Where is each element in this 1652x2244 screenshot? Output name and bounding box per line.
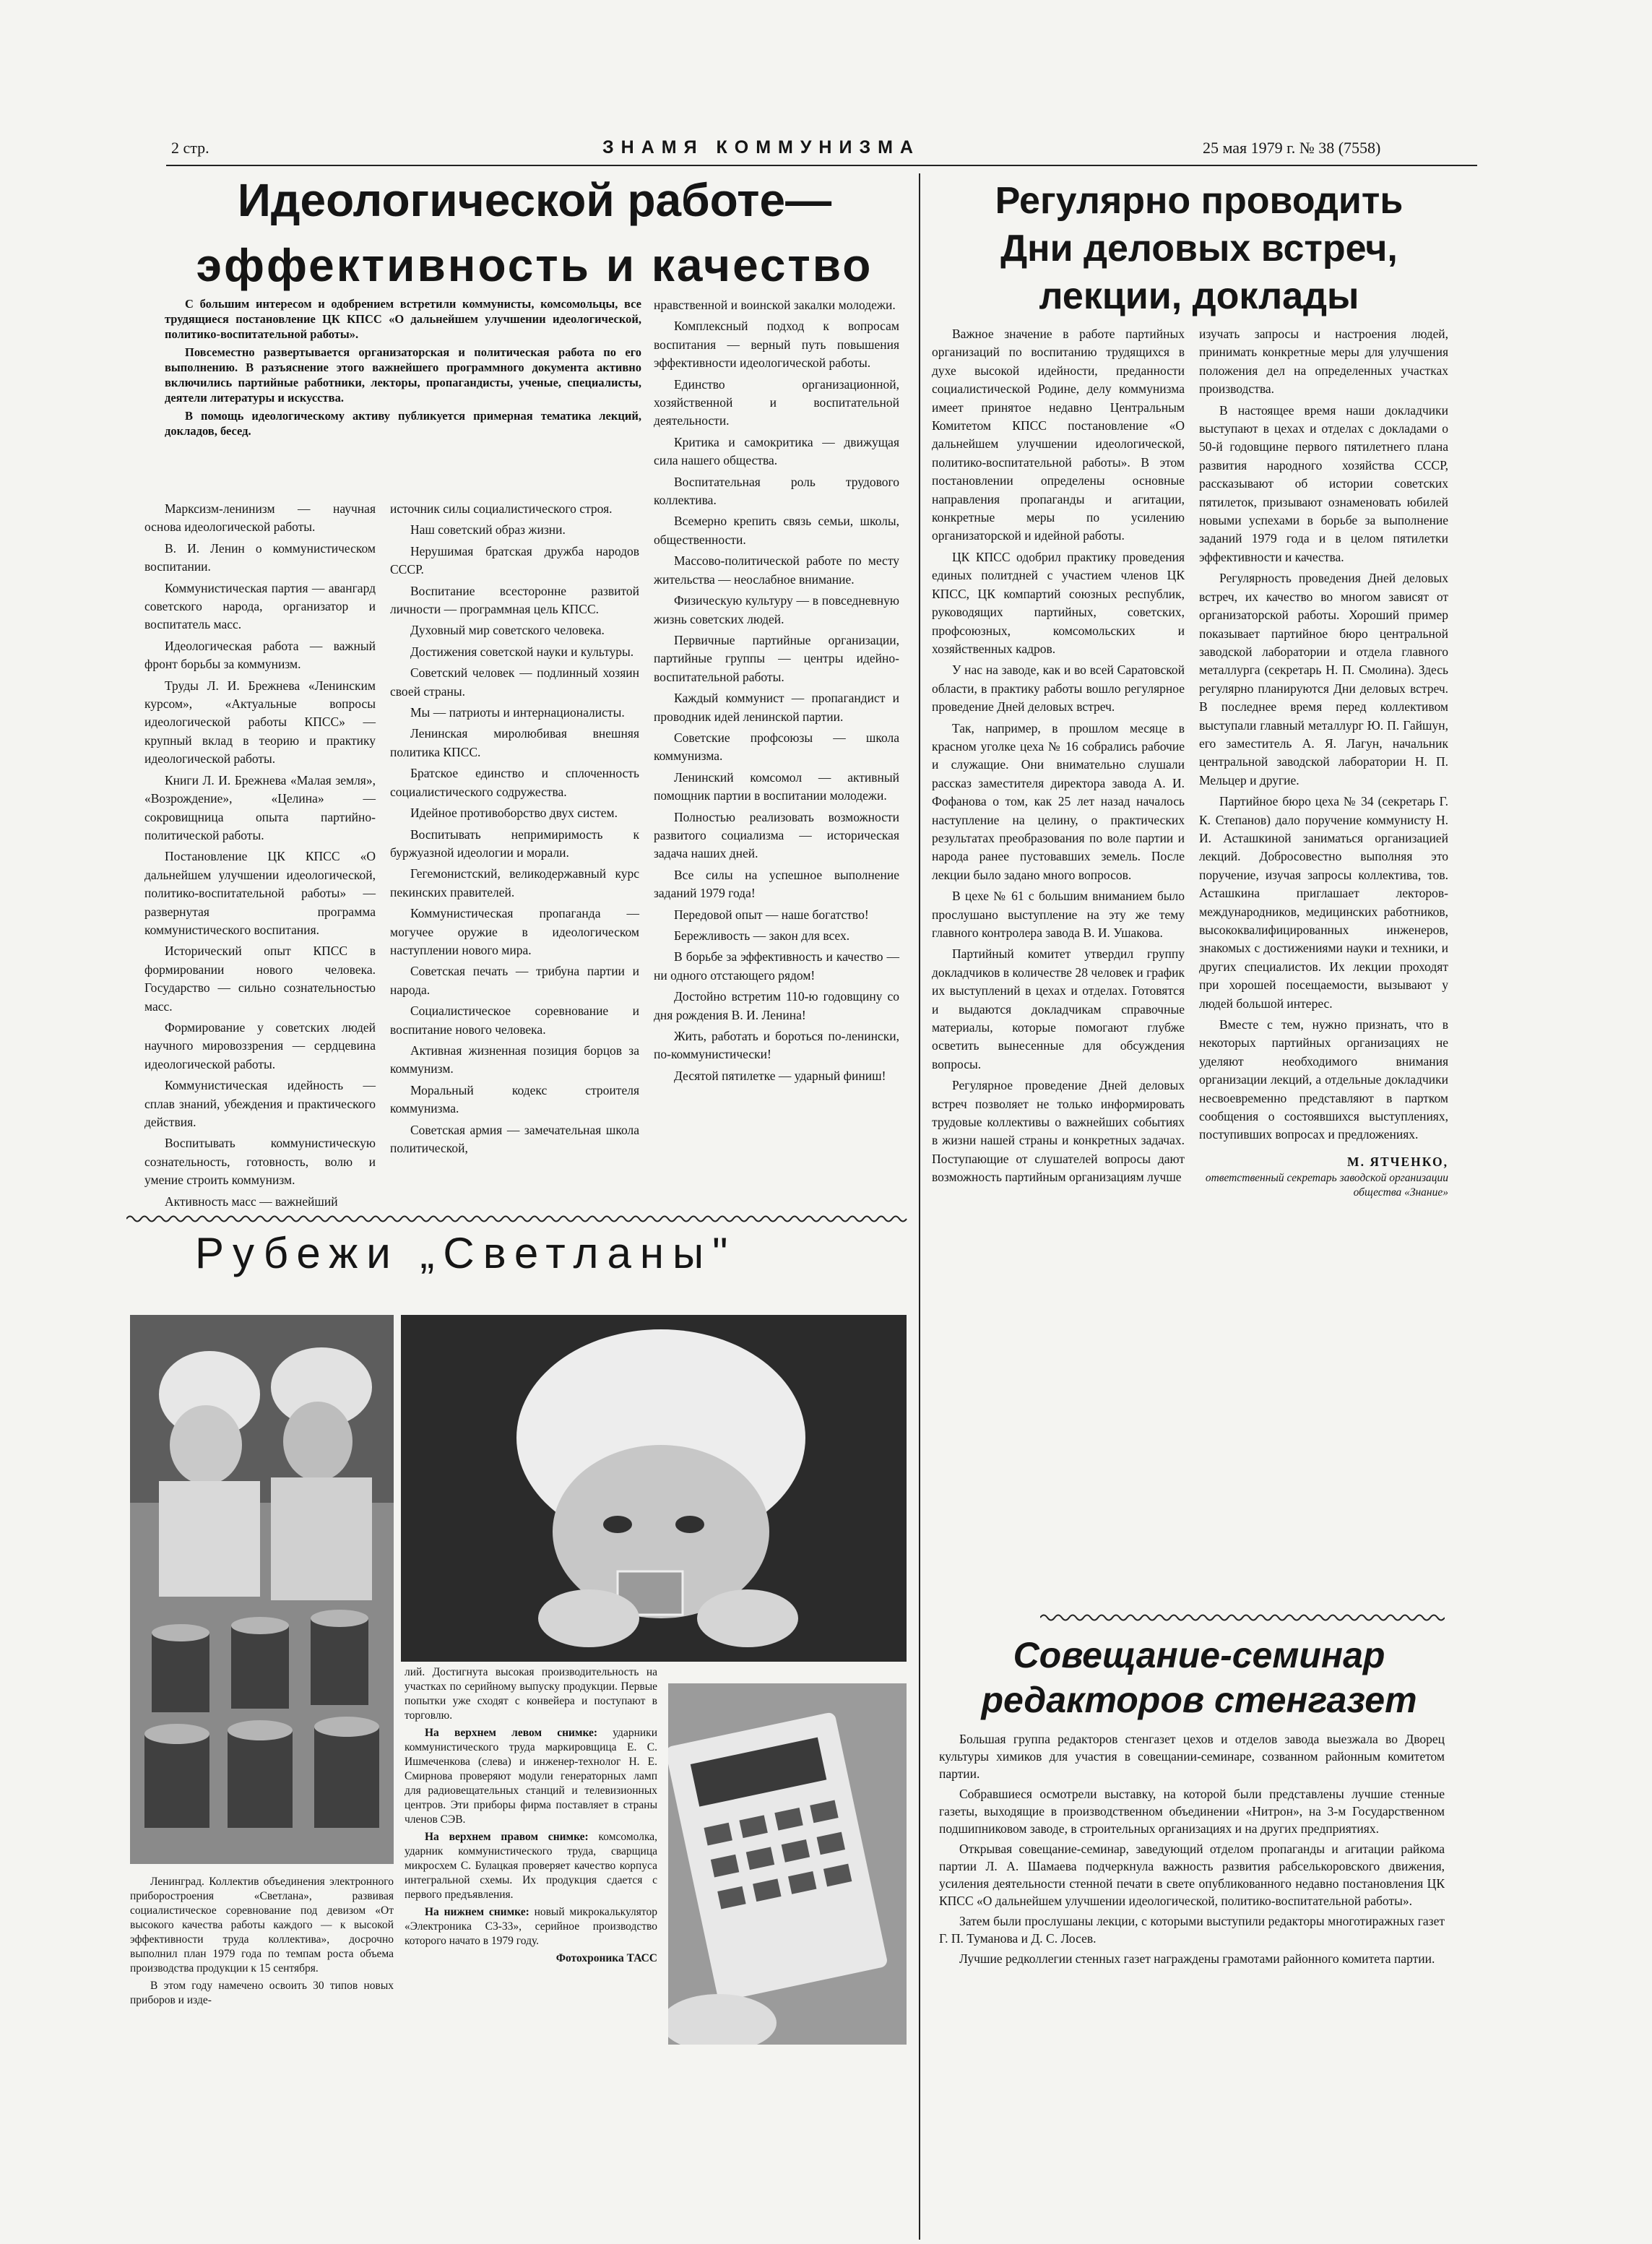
topic-item: Воспитательная роль трудового коллектива. — [654, 474, 899, 508]
column-divider — [919, 173, 920, 2240]
newspaper-name: ЗНАМЯ КОММУНИЗМА — [602, 137, 920, 157]
article2-col2 — [1199, 325, 1448, 1200]
topic-item: Наш советский образ жизни. — [410, 522, 566, 538]
article1-intro-p: В помощь идеологическому активу публикуется примерная тематика лекций, докладов, бесед. — [165, 409, 641, 438]
topic-item: Советская печать — трибуна партии и народа. — [390, 964, 639, 997]
article2-paragraph: Важное значение в работе партийных организаций по воспитанию трудящихся в духе высокой идейности, преданности социалистической Родине, делу коммунизма имеет принятое недавно Центральным Комитетом КПСС постановление «О дальнейшем улучшении идеологической, политико-воспитательной работы». В этом постановлении определены основные направления пропаганды и агитации, конкретные меры по усилению организаторской и идейной работы. — [932, 327, 1185, 543]
article1-col1 — [144, 500, 376, 1214]
topic-item: Воспитывать непримиримость к буржуазной идеологии и морали. — [390, 827, 639, 860]
photo-calculator — [668, 1683, 907, 2045]
article3-title-line2: редакторов стенгазет — [981, 1680, 1417, 1720]
article2-paragraph: ЦК КПСС одобрил практику проведения единых политдней с участием членов ЦК КПСС, ЦК компартий союзных республик, руководящих партийных, советских, профсоюзных, комсомольских и хозяйственных кадров. — [932, 549, 1185, 656]
photo-workers — [130, 1315, 394, 1864]
topic-item: Единство организационной, хозяйственной и воспитательной деятельности. — [654, 376, 899, 428]
topic-item: Достойно встретим 110-ю годовщину со дня рождения В. И. Ленина! — [654, 989, 899, 1022]
topic-item: Первичные партийные организации, партийные группы — центры идейно-воспитательной работы. — [654, 632, 899, 684]
topic-item: Ленинский комсомол — активный помощник партии в воспитании молодежи. — [654, 769, 899, 803]
topic-item: Активная жизненная позиция борцов за коммунизм. — [390, 1043, 639, 1076]
article3-body — [939, 1730, 1445, 1970]
topic-item: Десятой пятилетке — ударный финиш! — [674, 1068, 886, 1083]
caption-3-text: новый микрокалькулятор «Электроника С3-33», серийное производство которого начато в 1979 году. — [405, 1906, 657, 1947]
page-number: 2 стр. — [171, 139, 209, 157]
caption-3 — [405, 1905, 657, 1949]
section-wavy-rule — [126, 1214, 910, 1224]
article2-paragraph: Регулярное проведение Дней деловых встреч позволяет не только информировать трудовые коллективы о важнейших событиях в жизни нашей страны и конкретных задачах. Поступающие от слушателей вопросы дают возможность партийным организациям лучше — [932, 1078, 1185, 1185]
article1-col3 — [654, 296, 899, 1088]
caption-1 — [405, 1726, 657, 1827]
topic-item: Полностью реализовать возможности развитого социализма — историческая задача наших дней. — [654, 809, 899, 861]
article1-intro-p: С большим интересом и одобрением встретили коммунисты, комсомольцы, все трудящиеся постановление ЦК КПСС «О дальнейшем улучшении идеологической, политико-воспитательной работы». — [165, 297, 641, 341]
article1-col2 — [390, 500, 639, 1160]
topic-item: Идеологическая работа — важный фронт борьбы за коммунизм. — [144, 638, 376, 672]
topic-item: источник силы социалистического строя. — [390, 501, 613, 516]
article3-paragraph: Лучшие редколлегии стенных газет награждены грамотами районного комитета партии. — [959, 1951, 1435, 1966]
article1-title-line2: эффективность и качество — [196, 239, 873, 291]
article3-paragraph: Затем были прослушаны лекции, с которыми выступили редакторы многотиражных газет Г. П. Туманова и Д. С. Лосев. — [939, 1914, 1445, 1946]
topic-item: Физическую культуру — в повседневную жизнь советских людей. — [654, 593, 899, 626]
article2-paragraph: Партийное бюро цеха № 34 (секретарь Г. К. Степанов) дало поручение коммунисту Н. И. Асташкиной заниматься организацией лекций. Добросовестно выполняя это поручение, изучая запросы коллектива, тов. Асташкина приглашает лекторов-международников, медицинских работников, высококвалифицированных инженеров, знакомых с достижениями науки и техники, и других специалистов. Их лекции проходят при хорошей посещаемости, вызывают у людей большой интерес. — [1199, 794, 1448, 1011]
topic-item: Гегемонистский, великодержавный курс пекинских правителей. — [390, 866, 639, 899]
article2-paragraph: Так, например, в прошлом месяце в красном уголке цеха № 16 собрались рабочие и служащие. Они внимательно слушали рассказ заместителя директора завода А. И. Фофанова о том, как 25 лет назад началось наступление на целину, о практических результатах преобразования по воле партии и народа ранее пустовавших земель. После лекции было задано много вопросов. — [932, 720, 1185, 882]
caption-2-text: комсомолка, ударник коммунистического труда, сварщица микросхем С. Булацкая проверяет качество корпуса интегральной схемы. Их продукция сдается с первого предъявления. — [405, 1831, 657, 1901]
article2-signature: М. ЯТЧЕНКО, — [1347, 1154, 1448, 1169]
topic-item: Коммунистическая партия — авангард советского народа, организатор и воспитатель масс. — [144, 580, 376, 632]
article3-paragraph: Большая группа редакторов стенгазет цехов и отделов завода выезжала во Дворец культуры химиков для участия в совещании-семинаре, созванном районным комитетом партии. — [939, 1732, 1445, 1781]
topic-item: Постановление ЦК КПСС «О дальнейшем улучшении идеологической, политико-воспитательной работы» — развернутая программа коммунистического воспитания. — [144, 849, 376, 937]
article3-paragraph: Собравшиеся осмотрели выставку, на которой были представлены лучшие стенные газеты, выходящие в производственном объединении «Нитрон», на 3-м Государственном подшипниковом заводе, в строительных организациях и на других предприятиях. — [939, 1787, 1445, 1836]
topic-item: Каждый коммунист — пропагандист и проводник идей ленинской партии. — [654, 691, 899, 724]
photo-caption-left — [130, 1875, 394, 2011]
article2-signature-role: ответственный секретарь заводской организации общества «Знание» — [1205, 1172, 1448, 1199]
article2-title — [928, 177, 1470, 320]
article2-title-line1: Регулярно проводить — [995, 180, 1404, 222]
topic-item: Критика и самокритика — движущая сила нашего общества. — [654, 434, 899, 468]
article3-paragraph: Открывая совещание-семинар, заведующий отделом пропаганды и агитации райкома партии Л. А. Шамаева подчеркнула важность развития рабселькоровского движения, усиления деятельности стенной печати в свете опубликованного недавно постановления ЦК КПСС «О дальнейшем улучшении идеологической, политико-воспитательной работы». — [939, 1842, 1445, 1908]
topic-item: Всемерно крепить связь семьи, школы, общественности. — [654, 514, 899, 547]
article2-paragraph: В цехе № 61 с большим вниманием было прослушано выступление на эту же тему главного контролера завода В. И. Ушакова. — [932, 889, 1185, 940]
caption-paragraph: Ленинград. Коллектив объединения электронного приборостроения «Светлана», развивая социалистическое соревнование под девизом «От высокого качества работы каждого — к высокой эффективности труда коллектива», досрочно выполнил план 1979 года по темпам роста объема производства продукции к 15 сентября. — [130, 1876, 394, 1975]
article1-intro-p: Повсеместно развертывается организаторская и политическая работа по его выполнению. В разъяснение этого важнейшего программного документа активно включились партийные работники, лекторы, пропагандисты, ученые, специалисты, деятели литературы и искусства. — [165, 345, 641, 405]
photo-microchip-inspection — [401, 1315, 907, 1662]
article1-title — [166, 168, 903, 298]
article3-title-line1: Совещание-семинар — [1013, 1635, 1385, 1675]
article2-paragraph: Партийный комитет утвердил группу докладчиков в количестве 28 человек и график их выступлений в цехах и отделах. Готовятся и выдаются докладчикам справочные материалы, которые помогают глубже осветить вынесенные для обсуждения вопросы. — [932, 946, 1185, 1071]
photo-caption-right — [405, 1665, 657, 1966]
topic-item: Исторический опыт КПСС в формировании нового человека. Государство — сильно сознательностью масс. — [144, 944, 376, 1014]
caption-3-head: На нижнем снимке: — [425, 1906, 529, 1918]
topic-item: Комплексный подход к вопросам воспитания — верный путь повышения эффективности идеологической работы. — [654, 319, 899, 371]
topic-item: Мы — патриоты и интернационалисты. — [410, 705, 625, 720]
caption-intro: лий. Достигнута высокая производительность на участках по серийному выпуску продукции. Первые попытки уже сходят с конвейера и поступают в торговлю. — [405, 1666, 657, 1722]
topic-item: Братское единство и сплоченность социалистического содружества. — [390, 766, 639, 799]
article2-paragraph: Вместе с тем, нужно признать, что в некоторых партийных организациях не уделяют необходимого внимания организации лекций, а отдельные докладчики несвоевременно представляют в партком сообщения о состоявшихся выступлениях, поступивших вопросах и предложениях. — [1199, 1017, 1448, 1142]
topic-item: Воспитание всесторонне развитой личности — программная цель КПСС. — [390, 583, 639, 617]
topic-item: Советские профсоюзы — школа коммунизма. — [654, 730, 899, 764]
topic-item: Активность масс — важнейший — [165, 1194, 338, 1209]
topic-item: Советский человек — подлинный хозяин своей страны. — [390, 665, 639, 699]
article1-intro — [165, 296, 641, 441]
issue-date: 25 мая 1979 г. № 38 (7558) — [1203, 139, 1381, 157]
caption-1-text: ударники коммунистического труда маркировщица Е. С. Ишмеченкова (слева) и инженер-технолог Н. Е. Смирнова проверяют модули генераторных ламп для радиовещательных станций и телевизионных центров. Эти приборы фирма поставляет в страны членов СЭВ. — [405, 1727, 657, 1826]
topic-item: Коммунистическая пропаганда — могучее оружие в идеологическом наступлении нового мира. — [390, 906, 639, 957]
topic-item: Книги Л. И. Брежнева «Малая земля», «Возрождение», «Целина» — сокровищница опыта партийно-политической работы. — [144, 772, 376, 842]
topic-item: Труды Л. И. Брежнева «Ленинским курсом», «Актуальные вопросы идеологической работы КПСС» — крупный вклад в теорию и практику идеологической работы. — [144, 678, 376, 767]
article3-wavy-rule — [1040, 1613, 1445, 1623]
topic-item: В. И. Ленин о коммунистическом воспитании. — [144, 540, 376, 574]
caption-paragraph: В этом году намечено освоить 30 типов новых приборов и изде- — [130, 1980, 394, 2006]
article2-paragraph: В настоящее время наши докладчики выступают в цехах и отделах с докладами о 50-й годовщине первого пятилетнего плана развития народного хозяйства СССР, рассказывают об истории советских пятилеток, призывают ознаменовать юбилей новыми успехами в борьбе за выполнение заданий 1979 года и в целом пятилетки эффективности и качества. — [1199, 402, 1448, 564]
topic-item: нравственной и воинской закалки молодежи. — [654, 298, 896, 312]
article3-title — [928, 1633, 1470, 1722]
topic-item: Жить, работать и бороться по-ленински, по-коммунистически! — [654, 1029, 899, 1062]
article2-title-line2: Дни деловых встреч, — [1000, 228, 1398, 269]
topic-item: Социалистическое соревнование и воспитание нового человека. — [390, 1004, 639, 1037]
article2-col1 — [932, 325, 1185, 1190]
topic-item: Формирование у советских людей научного мировоззрения — сердцевина идеологической работы. — [144, 1019, 376, 1071]
caption-2 — [405, 1830, 657, 1902]
article2-paragraph: Регулярность проведения Дней деловых встреч, их качество во многом зависят от организаторской работы. Хороший пример показывает партийное бюро центральной заводской лаборатории и отдела главного металлурга (секретарь Н. П. Смолина). Здесь регулярно планируются Дни деловых встреч. В последнее время перед коллективом выступали главный металлург Ю. П. Гайшун, его заместитель А. Я. Лагун, начальник центральной заводской лаборатории Н. П. Мельцер и другие. — [1199, 571, 1448, 787]
article2-paragraph: У нас на заводе, как и во всей Саратовской области, в практику работы вошло регулярное проведение Дней деловых встреч. — [932, 663, 1185, 715]
topic-item: Все силы на успешное выполнение заданий 1979 года! — [654, 867, 899, 901]
article2-title-line3: лекции, доклады — [1039, 275, 1359, 317]
caption-1-head: На верхнем левом снимке: — [425, 1727, 598, 1739]
photo-feature-title: Рубежи „Светланы" — [195, 1229, 737, 1277]
article2-paragraph: изучать запросы и настроения людей, принимать конкретные меры для улучшения положения дел на определенных участках производства. — [1199, 327, 1448, 397]
topic-item: Советская армия — замечательная школа политической, — [390, 1122, 639, 1155]
header-rule — [166, 165, 1477, 166]
topic-item: Воспитывать коммунистическую сознательность, готовность, волю и умение строить коммунизм. — [144, 1136, 376, 1188]
topic-item: Идейное противоборство двух систем. — [410, 806, 618, 821]
topic-item: Ленинская миролюбивая внешняя политика КПСС. — [390, 726, 639, 759]
topic-item: Моральный кодекс строителя коммунизма. — [390, 1082, 639, 1116]
topic-item: Коммунистическая идейность — сплав знаний, убеждения и практического действия. — [144, 1078, 376, 1129]
photo-credit: Фотохроника ТАСС — [555, 1952, 657, 1964]
topic-item: Передовой опыт — наше богатство! — [674, 907, 869, 922]
topic-item: Марксизм-ленинизм — научная основа идеологической работы. — [144, 501, 376, 535]
topic-item: Достижения советской науки и культуры. — [410, 644, 634, 659]
topic-item: Массово-политической работе по месту жительства — неослабное внимание. — [654, 553, 899, 587]
topic-item: Нерушимая братская дружба народов СССР. — [390, 543, 639, 577]
topic-item: В борьбе за эффективность и качество — ни одного отстающего рядом! — [654, 949, 899, 983]
topic-item: Бережливость — закон для всех. — [674, 928, 850, 943]
caption-2-head: На верхнем правом снимке: — [425, 1831, 589, 1843]
article1-title-line1: Идеологической работе— — [237, 174, 832, 226]
topic-item: Духовный мир советского человека. — [410, 623, 605, 638]
